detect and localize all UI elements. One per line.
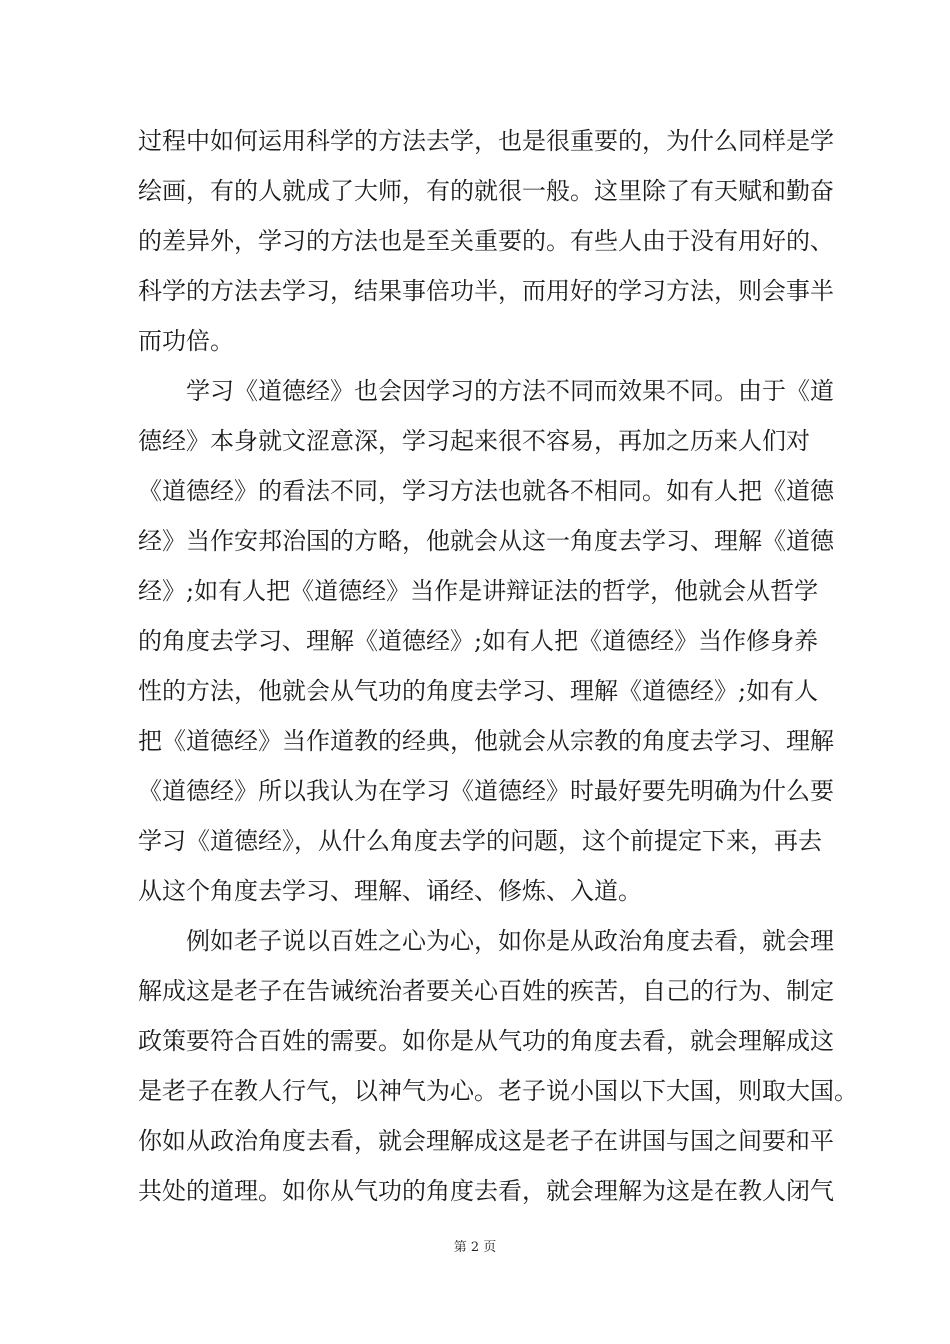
text-line-16: 从这个角度去学习、理解、诵经、修炼、入道。: [138, 877, 642, 905]
text-line-6: 学习《道德经》也会因学习的方法不同而效果不同。由于《道: [186, 377, 834, 405]
document-body: [138, 116, 858, 1216]
text-line-12: 性的方法，他就会从气功的角度去学习、理解《道德经》;如有人: [138, 677, 819, 705]
text-line-19: 政策要符合百姓的需要。如你是从气功的角度去看，就会理解成这: [138, 1027, 834, 1055]
text-line-14: 《道德经》所以我认为在学习《道德经》时最好要先明确为什么要: [138, 777, 834, 805]
text-line-18: 解成这是老子在告诫统治者要关心百姓的疾苦，自己的行为、制定: [138, 977, 834, 1005]
text-line-2: 绘画，有的人就成了大师，有的就很一般。这里除了有天赋和勤奋: [138, 177, 834, 205]
text-line-7: 德经》本身就文涩意深，学习起来很不容易，再加之历来人们对: [138, 427, 810, 455]
text-line-17: 例如老子说以百姓之心为心，如你是从政治角度去看，就会理: [186, 927, 834, 955]
text-line-5: 而功倍。: [138, 327, 234, 355]
text-line-8: 《道德经》的看法不同，学习方法也就各不相同。如有人把《道德: [138, 477, 834, 505]
text-line-9: 经》当作安邦治国的方略，他就会从这一角度去学习、理解《道德: [138, 527, 834, 555]
text-line-15: 学习《道德经》，从什么角度去学的问题，这个前提定下来，再去: [138, 827, 822, 855]
text-line-3: 的差异外，学习的方法也是至关重要的。有些人由于没有用好的、: [138, 227, 834, 255]
text-line-20: 是老子在教人行气，以神气为心。老子说小国以下大国，则取大国。: [138, 1077, 858, 1105]
text-line-4: 科学的方法去学习，结果事倍功半，而用好的学习方法，则会事半: [138, 277, 834, 305]
text-line-22: 共处的道理。如你从气功的角度去看，就会理解为这是在教人闭气: [138, 1177, 834, 1205]
text-line-10: 经》;如有人把《道德经》当作是讲辩证法的哲学，他就会从哲学: [138, 577, 819, 605]
page-number: 第 2 页: [453, 1240, 497, 1255]
text-line-13: 把《道德经》当作道教的经典，他就会从宗教的角度去学习、理解: [138, 727, 834, 755]
text-line-1: 过程中如何运用科学的方法去学，也是很重要的，为什么同样是学: [138, 127, 834, 155]
text-line-11: 的角度去学习、理解《道德经》;如有人把《道德经》当作修身养: [138, 627, 819, 655]
text-line-21: 你如从政治角度去看，就会理解成这是老子在讲国与国之间要和平: [138, 1127, 834, 1155]
